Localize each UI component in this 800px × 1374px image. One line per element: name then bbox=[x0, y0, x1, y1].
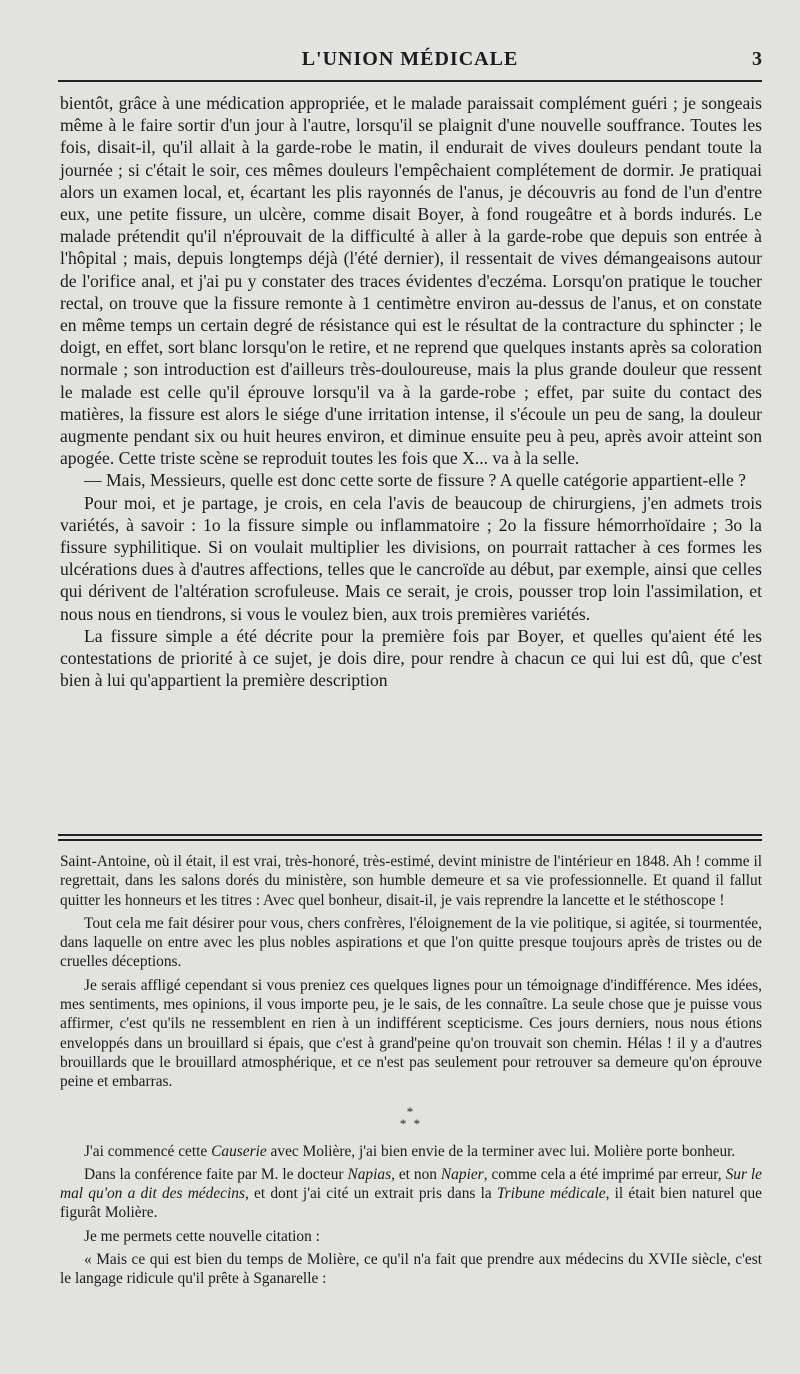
text-run: , il était bien naturel que figurât Molière. bbox=[60, 1185, 763, 1222]
text-run: avec Molière, j'ai bien envie de la terminer avec lui. Molière porte bonheur. bbox=[266, 1142, 736, 1160]
main-article bbox=[60, 92, 762, 691]
italic-run: Causerie bbox=[211, 1142, 267, 1160]
asterism: * * * bbox=[399, 1103, 423, 1131]
feuilleton-section bbox=[60, 852, 762, 1289]
italic-run: Tribune médicale bbox=[496, 1185, 606, 1203]
text-run: , et non bbox=[391, 1165, 441, 1183]
text-run: J'ai commencé cette bbox=[84, 1142, 212, 1160]
header-rule bbox=[58, 80, 762, 82]
feuilleton-paragraph bbox=[60, 1142, 762, 1161]
journal-title: L'UNION MÉDICALE bbox=[301, 48, 519, 70]
feuilleton-paragraph: Saint-Antoine, où il était, il est vrai, très-honoré, très-estimé, devint ministre de l'intérieur en 1848. Ah ! comme il regrettait, dans les salons dorés du ministère, son humble demeure et sa vie professionnelle. Et quand il fallut quitter les honneurs et les titres : Avec quel bonheur, disait-il, je vais reprendre la lancette et le stéthoscope ! bbox=[60, 853, 762, 909]
feuilleton-paragraph: Tout cela me fait désirer pour vous, chers confrères, l'éloignement de la vie politique, si agitée, si tourmentée, dans laquelle on entre avec les plus nobles aspirations et que l'on quitte presque toujours après de tristes ou de cruelles déceptions. bbox=[60, 914, 762, 971]
feuilleton-paragraph: « Mais ce qui est bien du temps de Molière, ce qu'il n'a fait que prendre aux médecins du XVIIe siècle, c'est le langage ridicule qu'il prête à Sganarelle : bbox=[60, 1251, 762, 1288]
italic-run: Napier bbox=[440, 1165, 484, 1183]
feuilleton-paragraph: Je me permets cette nouvelle citation : bbox=[84, 1227, 320, 1245]
article-paragraph: Pour moi, et je partage, je crois, en cela l'avis de beaucoup de chirurgiens, j'en admets trois variétés, à savoir : 1o la fissure simple ou inflammatoire ; 2o la fissure hémorrhoïdaire ; 3o la fissure syphilitique. Si on voulait multiplier les divisions, on pourrait rattacher à ces formes les ulcérations dues à d'autres affections, telles que le cancroïde au début, par exemple, ainsi que celles qui dérivent de l'altération scrofuleuse. Mais ce serait, je crois, pousser trop loin l'assimilation, et nous nous en tiendrons, si vous le voulez bien, aux trois premières variétés. bbox=[60, 492, 762, 624]
italic-run: Sur le mal qu'on a dit des médecins bbox=[60, 1165, 762, 1203]
italic-run: Napias bbox=[347, 1165, 392, 1183]
text-run: , et dont j'ai cité un extrait pris dans la bbox=[244, 1185, 497, 1203]
page-number: 3 bbox=[752, 48, 762, 70]
article-paragraph: — Mais, Messieurs, quelle est donc cette sorte de fissure ? A quelle catégorie appartient-elle ? bbox=[84, 470, 746, 491]
article-paragraph: bientôt, grâce à une médication appropriée, et le malade paraissait complément guéri ; je songeais même à le faire sortir d'un jour à l'autre, lorsqu'il se plaignit d'une nouvelle souffrance. Toutes les fois, disait-il, qu'il allait à la garde-robe le matin, il endurait de vives douleurs pendant toute la journée ; si c'était le soir, ces mêmes douleurs l'empêchaient complétement de dormir. Je pratiquai alors un examen local, et, écartant les plis rayonnés de l'anus, je découvris au fond de l'un d'entre eux, une petite fissure, un ulcère, comme disait Boyer, à fond rougeâtre et à bords indurés. Le malade prétendit qu'il n'éprouvait de la difficulté à aller à la garde-robe que depuis son entrée à l'hôpital ; mais, depuis longtemps déjà (l'été dernier), il ressentait de vives démangeaisons autour de l'orifice anal, et j'ai pu y constater des traces évidentes d'eczéma. Lorsqu'on pratique le toucher rectal, on trouve que la fissure remonte à 1 centimètre environ au-dessus de l'anus, et on constate en même temps un certain degré de résistance qui est le résultat de la contracture du sphincter ; le doigt, en effet, sort blanc lorsqu'on le retire, et ne reprend que quelques instants après sa coloration normale ; son introduction est d'ailleurs très-douloureuse, mais la plus grande douleur que ressent le malade est celle qu'il éprouve lorsqu'il va à la garde-robe ; effet, par suite du contact des matières, la fissure est alors le siége d'une irritation intense, il s'écoule un peu de sang, la douleur augmente pendant six ou huit heures environ, et diminue ensuite peu à peu, après avoir atteint son apogée. Cette triste scène se reproduit toutes les fois que X... va à la selle. bbox=[60, 93, 762, 469]
text-run: , comme cela a été imprimé par erreur, bbox=[483, 1165, 726, 1183]
feuilleton-paragraph bbox=[60, 1165, 762, 1223]
feuilleton-paragraph: Je serais affligé cependant si vous preniez ces quelques lignes pour un témoignage d'indifférence. Mes idées, mes sentiments, mes opinions, il vous importe peu, je le sais, de les connaître. La seule chose que je puisse vous affirmer, c'est qu'ils ne ressemblent en rien à un indifférent scepticisme. Ces jours derniers, nous nous étions enveloppés dans un brouillard si épais, que c'est à grand'peine qu'on trouvait son chemin. Hélas ! il y a d'autres brouillards que le brouillard atmosphérique, et ce n'est pas seulement pour retrouver sa demeure qu'on éprouve peine et embarras. bbox=[60, 976, 762, 1091]
page-header bbox=[58, 48, 762, 78]
text-run: Dans la conférence faite par M. le docteur bbox=[84, 1165, 348, 1183]
feuilleton-separator bbox=[58, 834, 762, 841]
article-paragraph: La fissure simple a été décrite pour la première fois par Boyer, et quelles qu'aient été les contestations de priorité à ce sujet, je dois dire, pour rendre à chacun ce qui lui est dû, que c'est bien à lui qu'appartient la première description bbox=[60, 625, 762, 691]
